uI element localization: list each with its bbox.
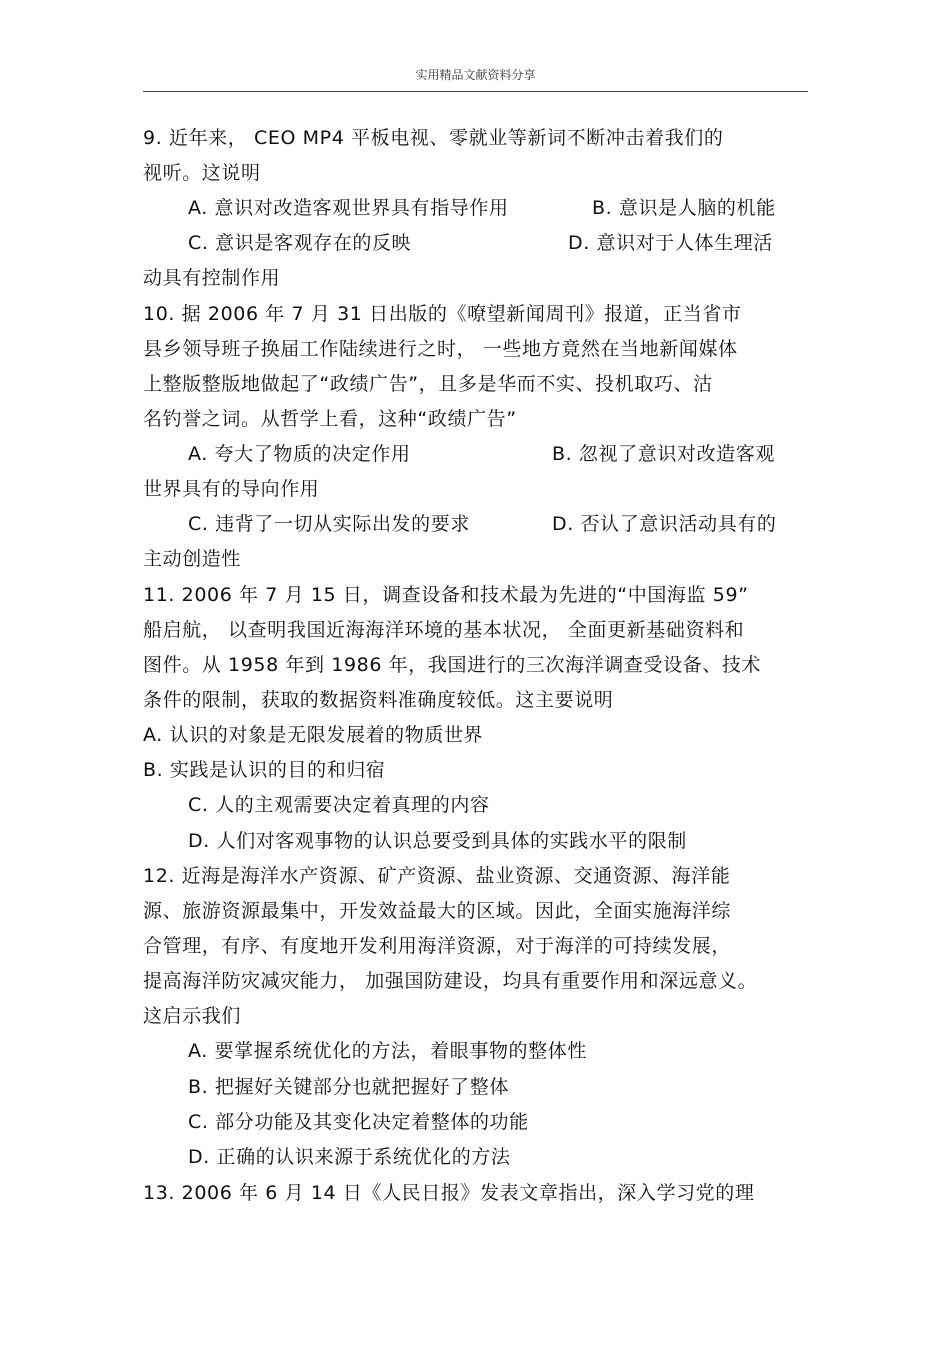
q12-option-a: A. 要掌握系统优化的方法，着眼事物的整体性 bbox=[188, 1040, 587, 1062]
header-divider bbox=[143, 91, 808, 92]
q11-line-3: 图件。从 1958 年到 1986 年，我国进行的三次海洋调查受设备、技术 bbox=[143, 654, 762, 676]
q12-line-3: 合管理，有序、有度地开发利用海洋资源，对于海洋的可持续发展， bbox=[143, 935, 732, 957]
q9-option-d-cont: 动具有控制作用 bbox=[143, 267, 281, 289]
q12-line-2: 源、旅游资源最集中，开发效益最大的区域。因此，全面实施海洋综 bbox=[143, 900, 732, 922]
q10-option-a: A. 夸大了物质的决定作用 bbox=[188, 443, 411, 465]
q10-line-2: 县乡领导班子换届工作陆续进行之时， 一些地方竟然在当地新闻媒体 bbox=[143, 338, 738, 360]
q9-option-c: C. 意识是客观存在的反映 bbox=[188, 232, 412, 254]
q13-line-1: 13. 2006 年 6 月 14 日《人民日报》发表文章指出，深入学习党的理 bbox=[143, 1182, 755, 1204]
q12-line-1: 12. 近海是海洋水产资源、矿产资源、盐业资源、交通资源、海洋能 bbox=[143, 865, 731, 887]
q9-line-1: 9. 近年来， CEO MP4 平板电视、零就业等新词不断冲击着我们的 bbox=[143, 127, 724, 149]
q10-option-d: D. 否认了意识活动具有的 bbox=[552, 513, 777, 535]
q10-line-3: 上整版整版地做起了“政绩广告”，且多是华而不实、投机取巧、沽 bbox=[143, 373, 713, 395]
q11-line-1: 11. 2006 年 7 月 15 日，调查设备和技术最为先进的“中国海监 59” bbox=[143, 584, 749, 606]
q10-option-d-cont: 主动创造性 bbox=[143, 548, 242, 570]
q11-option-c: C. 人的主观需要决定着真理的内容 bbox=[188, 794, 490, 816]
q11-option-b: B. 实践是认识的目的和归宿 bbox=[143, 759, 386, 781]
q11-line-2: 船启航， 以查明我国近海海洋环境的基本状况， 全面更新基础资料和 bbox=[143, 619, 745, 641]
q11-line-4: 条件的限制，获取的数据资料准确度较低。这主要说明 bbox=[143, 689, 614, 711]
q10-line-1: 10. 据 2006 年 7 月 31 日出版的《嘹望新闻周刊》报道，正当省市 bbox=[143, 303, 742, 325]
q9-line-2: 视听。这说明 bbox=[143, 162, 261, 184]
q10-option-c: C. 违背了一切从实际出发的要求 bbox=[188, 513, 470, 535]
q10-option-b-cont: 世界具有的导向作用 bbox=[143, 478, 320, 500]
q12-option-b: B. 把握好关键部分也就把握好了整体 bbox=[188, 1076, 509, 1098]
q10-option-b: B. 忽视了意识对改造客观 bbox=[552, 443, 775, 465]
page-header: 实用精品文献资料分享 bbox=[415, 68, 536, 82]
q12-option-c: C. 部分功能及其变化决定着整体的功能 bbox=[188, 1111, 529, 1133]
q11-option-d: D. 人们对客观事物的认识总要受到具体的实践水平的限制 bbox=[188, 830, 687, 852]
q9-option-a: A. 意识对改造客观世界具有指导作用 bbox=[188, 197, 509, 219]
q11-option-a: A. 认识的对象是无限发展着的物质世界 bbox=[143, 724, 484, 746]
q9-option-d: D. 意识对于人体生理活 bbox=[568, 232, 773, 254]
q12-line-4: 提高海洋防灾减灾能力， 加强国防建设，均具有重要作用和深远意义。 bbox=[143, 970, 758, 992]
q9-option-b: B. 意识是人脑的机能 bbox=[592, 197, 776, 219]
q12-option-d: D. 正确的认识来源于系统优化的方法 bbox=[188, 1146, 511, 1168]
q12-line-5: 这启示我们 bbox=[143, 1005, 242, 1027]
q10-line-4: 名钓誉之词。从哲学上看，这种“政绩广告” bbox=[143, 408, 517, 430]
